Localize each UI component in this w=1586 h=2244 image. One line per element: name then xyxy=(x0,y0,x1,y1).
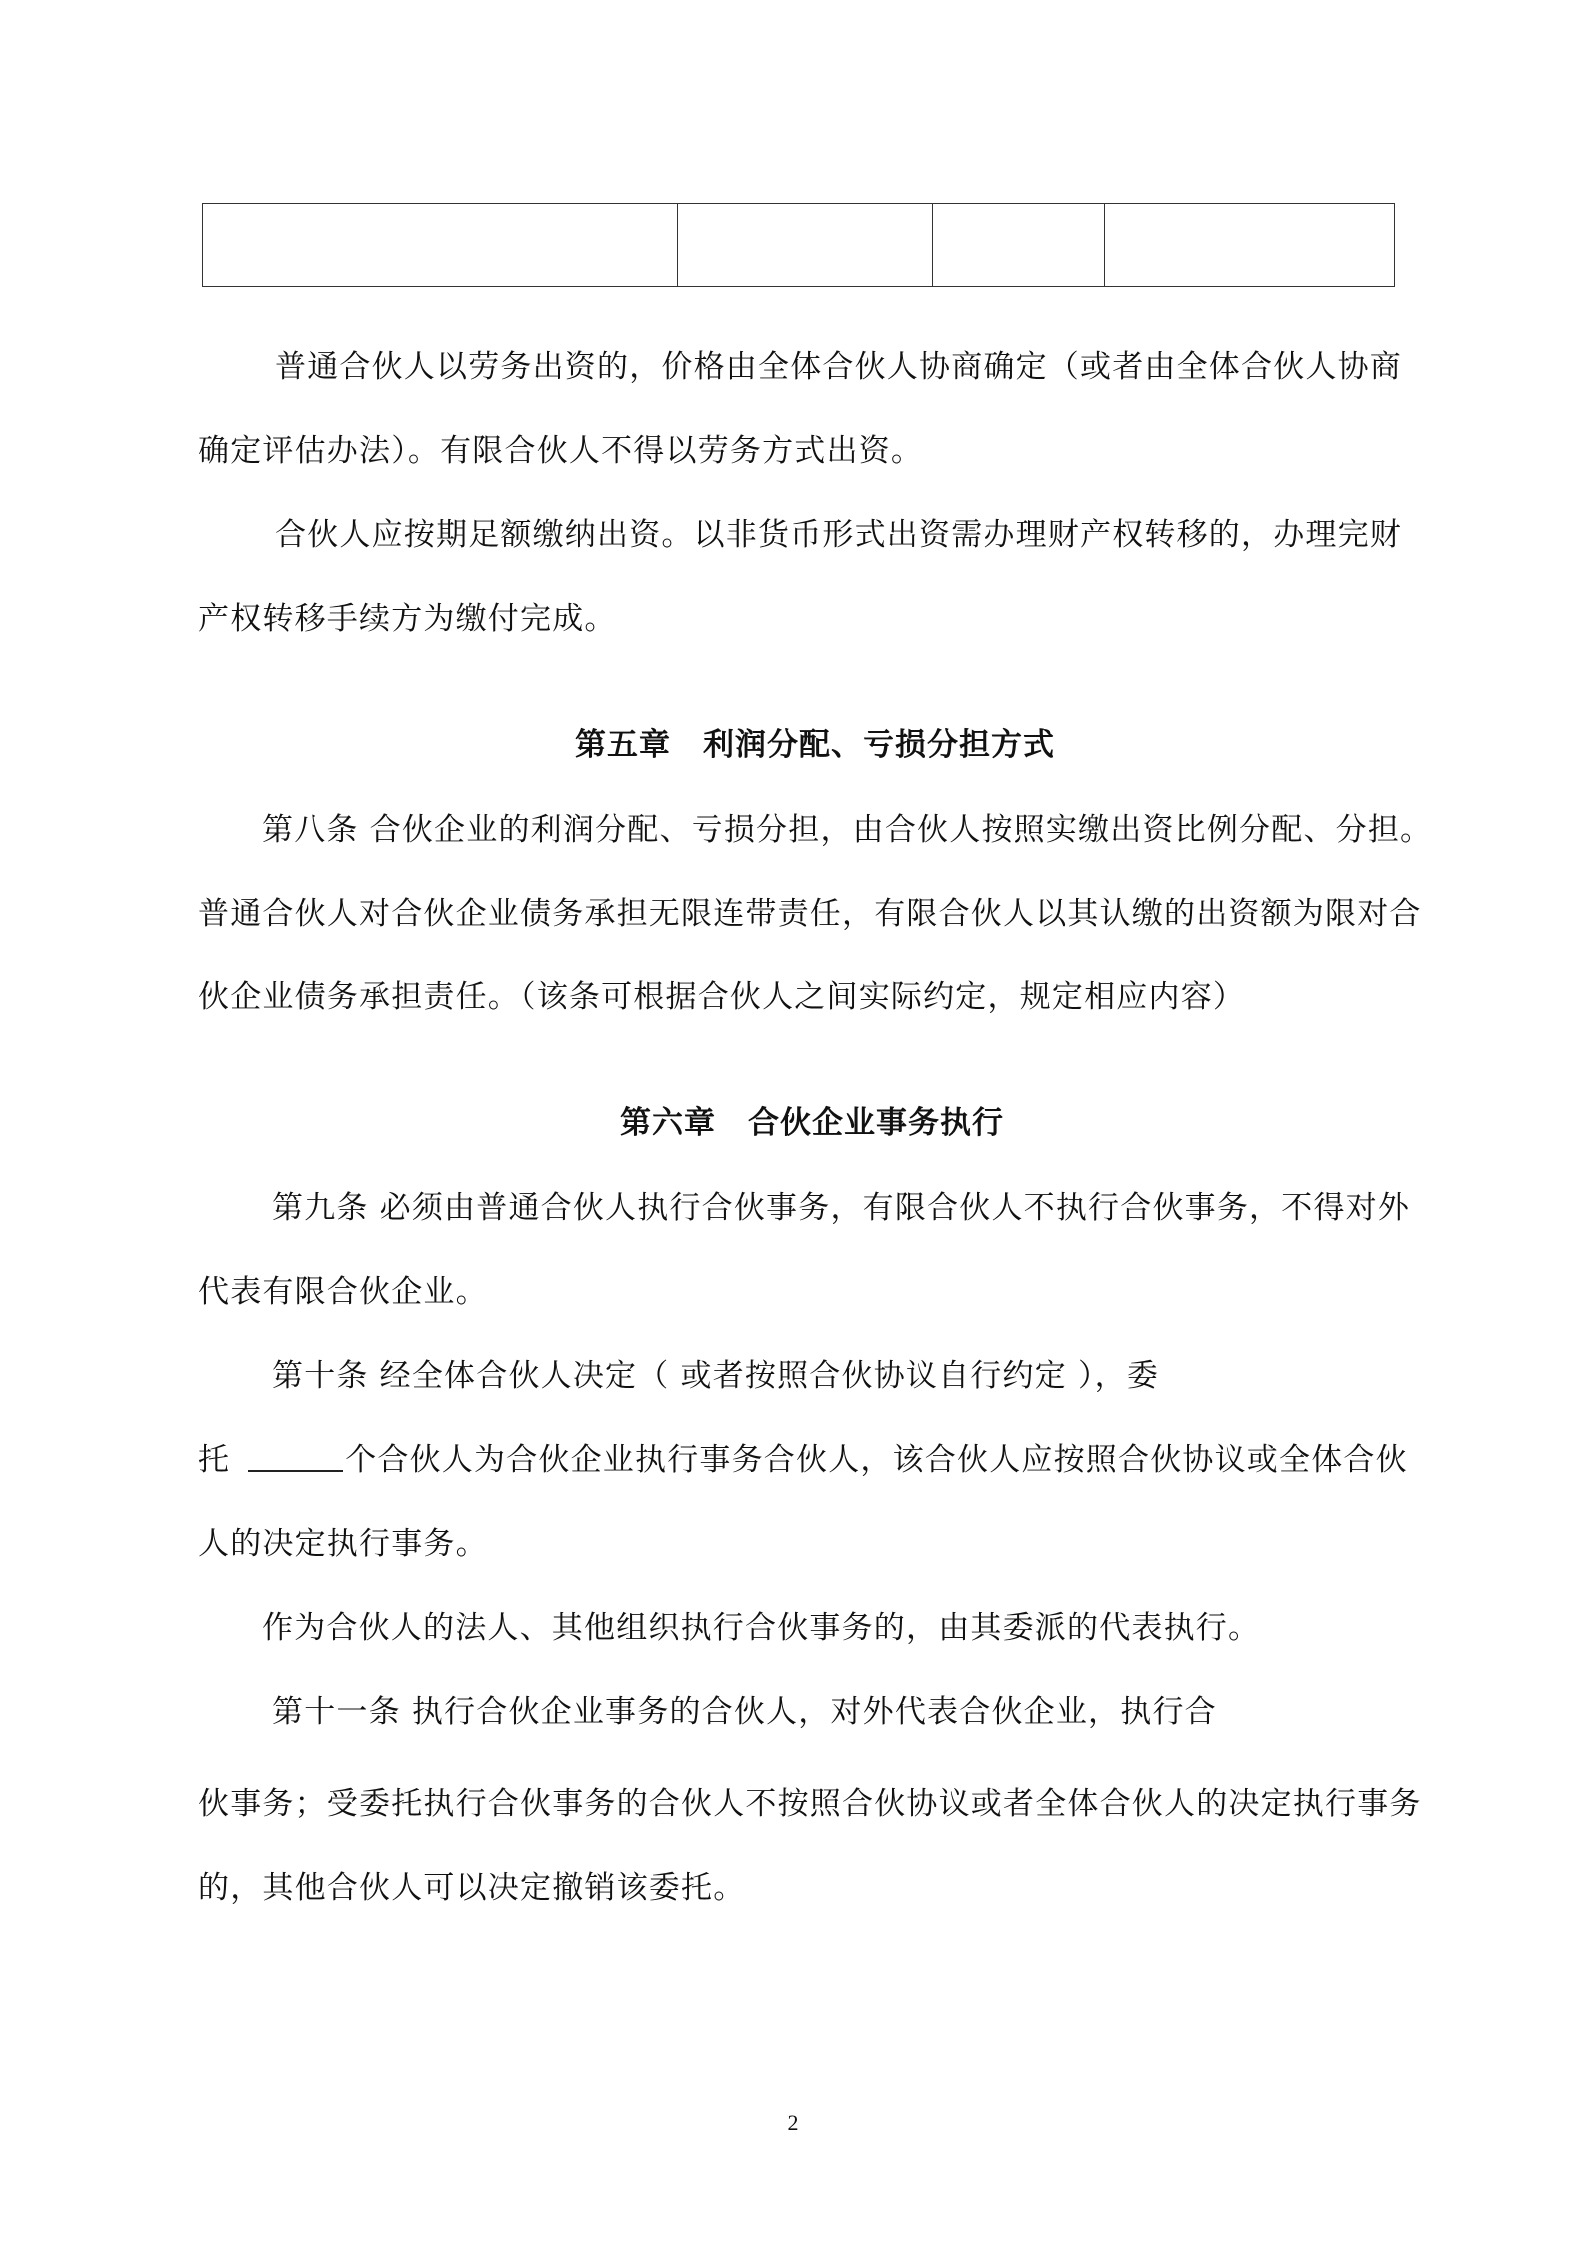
paragraph-line: 确定评估办法）。有限合伙人不得以劳务方式出资。 xyxy=(198,433,924,469)
page-number: 2 xyxy=(787,2110,799,2135)
table-row xyxy=(203,204,1395,287)
paragraph-line: 产权转移手续方为缴付完成。 xyxy=(198,601,617,637)
paragraph-line: 第八条 合伙企业的利润分配、亏损分担，由合伙人按照实缴出资比例分配、分担。 xyxy=(262,812,1433,848)
contribution-table-row xyxy=(202,203,1395,287)
table-cell xyxy=(933,204,1105,287)
table-cell xyxy=(203,204,678,287)
chapter-heading: 第六章 合伙企业事务执行 xyxy=(620,1105,1004,1141)
paragraph-line: 普通合伙人对合伙企业债务承担无限连带责任，有限合伙人以其认缴的出资额为限对合 xyxy=(198,896,1422,932)
paragraph-line: 伙事务；受委托执行合伙事务的合伙人不按照合伙协议或者全体合伙人的决定执行事务 xyxy=(198,1786,1422,1822)
paragraph-line: 的，其他合伙人可以决定撤销该委托。 xyxy=(198,1870,746,1906)
paragraph-line: 人的决定执行事务。 xyxy=(198,1526,488,1562)
paragraph-line: 第九条 必须由普通合伙人执行合伙事务，有限合伙人不执行合伙事务，不得对外 xyxy=(272,1190,1411,1226)
table-cell xyxy=(678,204,933,287)
paragraph-line: 合伙人应按期足额缴纳出资。以非货币形式出资需办理财产权转移的，办理完财 xyxy=(275,517,1402,553)
table-cell xyxy=(1105,204,1395,287)
line-prefix: 托 xyxy=(198,1442,231,1478)
line-suffix: 个合伙人为合伙企业执行事务合伙人，该合伙人应按照合伙协议或全体合伙 xyxy=(345,1442,1408,1478)
fill-in-blank xyxy=(248,1440,343,1472)
paragraph-line: 代表有限合伙企业。 xyxy=(198,1274,488,1310)
paragraph-line: 作为合伙人的法人、其他组织执行合伙事务的，由其委派的代表执行。 xyxy=(262,1610,1261,1646)
paragraph-line: 伙企业债务承担责任。（该条可根据合伙人之间实际约定，规定相应内容） xyxy=(198,979,1246,1015)
paragraph-line xyxy=(198,1440,1408,1480)
paragraph-line: 第十条 经全体合伙人决定（ 或者按照合伙协议自行约定 ），委 xyxy=(272,1358,1160,1394)
paragraph-line: 第十一条 执行合伙企业事务的合伙人，对外代表合伙企业，执行合 xyxy=(272,1694,1217,1730)
paragraph-line: 普通合伙人以劳务出资的，价格由全体合伙人协商确定（或者由全体合伙人协商 xyxy=(275,349,1402,385)
chapter-heading: 第五章 利润分配、亏损分担方式 xyxy=(575,727,1055,763)
